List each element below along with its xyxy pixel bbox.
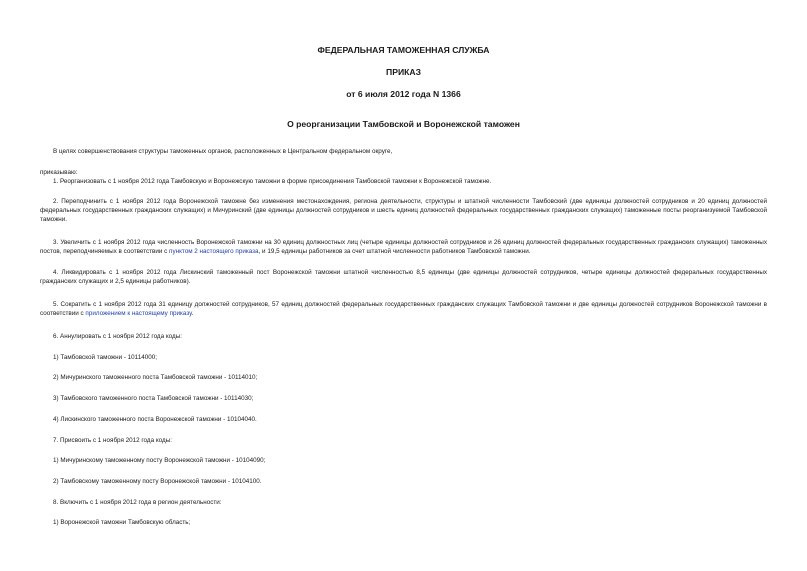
- paragraph-2-text: 2. Переподчинить с 1 ноября 2012 года Воронежской таможне без изменения местонахождения, региона деятельности, структуры и штатной численности Тамбовский (две единицы должностей сотрудников и 20 единиц должностей федеральных государственных гражданских служащих) и Мичуринский (две единицы должностей сотрудников и шесть единиц должностей федеральных государственных гражданских служащих) таможенные посты реорганизуемой Тамбовской таможни.: [40, 198, 767, 223]
- paragraph-6-item-1: 1) Тамбовской таможни - 10114000;: [53, 354, 157, 361]
- doc-type-heading: ПРИКАЗ: [386, 67, 421, 77]
- paragraph-7-item-1: 1) Мичуринскому таможенному посту Воронежской таможни - 10104090;: [53, 457, 266, 464]
- agency-heading: ФЕДЕРАЛЬНАЯ ТАМОЖЕННАЯ СЛУЖБА: [317, 45, 490, 55]
- paragraph-5-text-after: .: [191, 310, 194, 317]
- order-word: приказываю:: [40, 169, 78, 176]
- paragraph-3-text-before: 3. Увеличить с 1 ноября 2012 года численность Воронежской таможни на 30 единиц должностных лиц (четыре единицы должностей сотрудников и 26 единиц должностей федеральных государственных гражданских служащих) таможенных постов, переподчиняемых в соответствии с: [40, 239, 767, 255]
- paragraph-6-item-2: 2) Мичуринского таможенного поста Тамбовской таможни - 10114010;: [53, 374, 258, 381]
- paragraph-4-text: 4. Ликвидировать с 1 ноября 2012 года Лискинский таможенный пост Воронежской таможни штатной численностью 8,5 единицы (две единицы должностей сотрудников, четыре единицы должностей федеральных государственных гражданских служащих и 2,5 единицы работников).: [40, 269, 767, 285]
- paragraph-6-item-3: 3) Тамбовского таможенного поста Тамбовской таможни - 10114030;: [53, 395, 254, 402]
- paragraph-3: [40, 238, 767, 256]
- document-title: О реорганизации Тамбовской и Воронежской таможен: [287, 119, 520, 129]
- paragraph-6-item-4: 4) Лискинского таможенного поста Воронежской таможни - 10104040.: [53, 416, 257, 423]
- preamble: В целях совершенствования структуры таможенных органов, расположенных в Центральном федеральном округе,: [53, 148, 393, 155]
- paragraph-3-text-after: , и 19,5 единицы работников за счет штатной численности работников Тамбовской таможни.: [258, 248, 531, 255]
- paragraph-7: 7. Присвоить с 1 ноября 2012 года коды:: [53, 437, 172, 444]
- paragraph-8: 8. Включить с 1 ноября 2012 года в регион деятельности:: [53, 499, 222, 506]
- paragraph-2: [40, 197, 767, 224]
- paragraph-4: [40, 268, 767, 286]
- link-appendix[interactable]: приложением к настоящему приказу: [85, 310, 192, 317]
- paragraph-5-text-before: 5. Сократить с 1 ноября 2012 года 31 единицу должностей сотрудников, 57 единиц должностей федеральных государственных гражданских служащих Тамбовской таможни и две единицы должностей сотрудников Воронежской таможни в соответствии с: [40, 301, 767, 317]
- paragraph-8-item-1: 1) Воронежской таможни Тамбовскую область;: [53, 519, 191, 526]
- paragraph-6: 6. Аннулировать с 1 ноября 2012 года коды:: [53, 333, 182, 340]
- paragraph-7-item-2: 2) Тамбовскому таможенному посту Воронежской таможни - 10104100.: [53, 478, 262, 485]
- paragraph-5: [40, 300, 767, 318]
- paragraph-1: 1. Реорганизовать с 1 ноября 2012 года Тамбовскую и Воронежскую таможни в форме присоединения Тамбовской таможни к Воронежской таможне.: [53, 178, 492, 185]
- date-number-heading: от 6 июля 2012 года N 1366: [346, 89, 461, 99]
- link-paragraph-2[interactable]: пунктом 2 настоящего приказа: [169, 248, 259, 255]
